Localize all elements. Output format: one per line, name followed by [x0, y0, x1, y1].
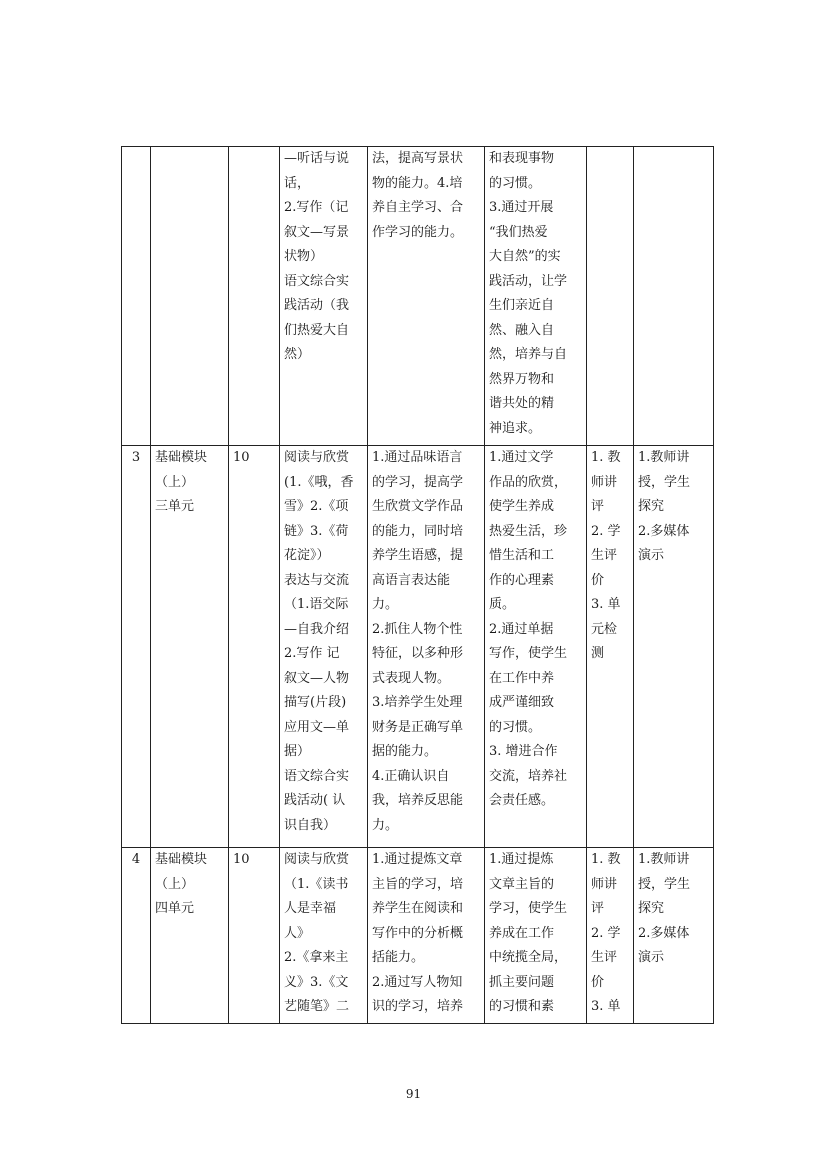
cell-line: 三单元: [155, 499, 195, 514]
cell-line: 识的学习，培养: [372, 999, 464, 1014]
assessment-cell: [587, 446, 634, 848]
cell-line: 养成在工作: [489, 925, 555, 941]
cell-line: 物的能力。4.培: [372, 175, 463, 191]
cell-line: 2.通过单据: [489, 621, 554, 637]
cell-line: 践活动( 认: [284, 793, 346, 808]
cell-line: 1.教师讲: [638, 852, 690, 867]
module-cell: [151, 446, 229, 848]
cell-line: 授，学生: [638, 474, 691, 490]
cell-line: —听话与说: [284, 151, 350, 166]
cell-line: 花淀》）: [284, 548, 330, 563]
cell-line: 我，培养反思能: [372, 793, 464, 808]
teaching-plan-table: [121, 146, 714, 1024]
goal-ability-cell: [368, 147, 485, 446]
cell-line: 养自主学习、合: [372, 200, 464, 215]
cell-line: 成严谨细致: [489, 695, 555, 710]
assessment-cell: [587, 147, 634, 446]
cell-line: 括能力。: [372, 950, 425, 965]
cell-line: 1.教师讲: [638, 450, 690, 465]
module-cell: [151, 147, 229, 446]
cell-line: 价: [591, 974, 605, 990]
cell-line: 测: [591, 646, 605, 661]
row-number: [122, 147, 151, 446]
cell-line: 交流，培养社: [489, 768, 568, 784]
cell-line: 元检: [591, 621, 618, 637]
goal-quality-cell: [485, 147, 587, 446]
cell-line: 热爱生活，珍: [489, 523, 568, 539]
cell-line: 基础模块: [155, 450, 208, 465]
cell-line: 的学习，提高学: [372, 474, 464, 490]
cell-line: 然界万物和: [489, 371, 555, 387]
cell-line: 的习惯和素: [489, 999, 555, 1014]
cell-line: 1. 教: [591, 852, 621, 867]
cell-line: 使学生养成: [489, 499, 555, 514]
cell-line: 谐共处的精: [489, 396, 555, 411]
row-number: 3: [122, 446, 151, 848]
cell-line: 四单元: [155, 901, 195, 916]
cell-line: 养学生语感，提: [372, 548, 464, 563]
cell-line: 3. 单: [591, 597, 621, 612]
cell-line: 然）: [284, 347, 311, 362]
cell-line: 演示: [638, 548, 665, 563]
cell-line: 叙文—写景: [284, 224, 350, 240]
cell-line: 2.写作（记: [284, 200, 349, 215]
cell-line: 的习惯。: [489, 175, 542, 191]
assessment-cell: [587, 848, 634, 1024]
cell-line: 写作中的分析概: [372, 925, 464, 941]
cell-line: 3.通过开展: [489, 200, 554, 215]
cell-line: 主旨的学习，培: [372, 876, 464, 892]
content-cell: [280, 147, 368, 446]
cell-line: 2.写作 记: [284, 646, 340, 661]
row-number: 4: [122, 848, 151, 1024]
cell-line: 2.多媒体: [638, 523, 690, 539]
cell-line: 高语言表达能: [372, 572, 451, 588]
cell-line: 1.通过文学: [489, 450, 554, 465]
cell-line: 师讲: [591, 474, 618, 490]
hours-cell: 10: [229, 848, 280, 1024]
goal-ability-cell: [368, 446, 485, 848]
cell-line: 基础模块: [155, 852, 208, 867]
hours-cell: [229, 147, 280, 446]
cell-line: 2. 学: [591, 925, 621, 941]
cell-line: 人》: [284, 925, 311, 941]
cell-line: 1.通过品味语言: [372, 450, 463, 465]
goal-quality-cell: [485, 848, 587, 1024]
cell-line: 会责任感。: [489, 793, 555, 808]
cell-line: 表达与交流: [284, 572, 350, 588]
cell-line: 话，: [284, 175, 311, 191]
cell-line: 然、融入自: [489, 322, 555, 338]
cell-line: 描写(片段): [284, 695, 347, 710]
cell-line: 据）: [284, 744, 311, 759]
cell-line: 践活动（我: [284, 298, 350, 313]
page-number: 91: [405, 1087, 422, 1101]
cell-line: 4.正确认识自: [372, 768, 450, 784]
cell-line: 2.《拿来主: [284, 950, 349, 965]
cell-line: 写作，使学生: [489, 646, 568, 661]
module-cell: [151, 848, 229, 1024]
cell-line: 人是幸福: [284, 901, 337, 916]
cell-line: 抓主要问题: [489, 974, 555, 990]
cell-line: 评: [591, 901, 605, 916]
cell-line: 授，学生: [638, 876, 691, 892]
hours-cell: 10: [229, 446, 280, 848]
cell-line: 在工作中养: [489, 670, 555, 686]
content-cell: [280, 848, 368, 1024]
cell-line: 演示: [638, 950, 665, 965]
cell-line: 叙文—人物: [284, 670, 350, 686]
cell-line: 生评: [591, 548, 618, 563]
cell-line: （上）: [155, 876, 195, 892]
goal-quality-cell: [485, 446, 587, 848]
cell-line: 的习惯。: [489, 719, 542, 735]
table-row: [122, 147, 714, 446]
cell-line: 惜生活和工: [489, 548, 555, 563]
cell-line: 生们亲近自: [489, 298, 555, 313]
table-row: [122, 446, 714, 848]
cell-line: 应用文—单: [284, 719, 350, 735]
cell-line: 语文综合实: [284, 768, 350, 784]
cell-line: 探究: [638, 901, 665, 916]
method-cell: [634, 147, 714, 446]
cell-line: 特征，以多种形: [372, 646, 464, 661]
cell-line: 义》3.《文: [284, 974, 349, 990]
cell-line: 的能力，同时培: [372, 523, 464, 539]
cell-line: 文章主旨的: [489, 876, 555, 892]
cell-line: 3.培养学生处理: [372, 695, 463, 710]
cell-line: （1.《读书: [284, 876, 349, 892]
cell-line: 2.多媒体: [638, 925, 690, 941]
cell-line: 作的心理素: [489, 572, 555, 588]
content-cell: [280, 446, 368, 848]
cell-line: 评: [591, 499, 605, 514]
cell-line: 艺随笔》二: [284, 999, 350, 1014]
goal-ability-cell: [368, 848, 485, 1024]
cell-line: 2. 学: [591, 523, 621, 539]
cell-line: 然，培养与自: [489, 347, 568, 362]
cell-line: “我们热爱: [489, 224, 548, 240]
cell-line: （上）: [155, 474, 195, 490]
cell-line: 质。: [489, 597, 516, 612]
cell-line: 阅读与欣赏: [284, 450, 350, 465]
cell-line: 践活动，让学: [489, 273, 568, 289]
cell-line: 识自我）: [284, 817, 337, 833]
cell-line: 3. 单: [591, 999, 621, 1014]
cell-line: —自我介绍: [284, 621, 350, 637]
cell-line: 探究: [638, 499, 665, 514]
cell-line: 3. 增进合作: [489, 744, 558, 759]
method-cell: [634, 446, 714, 848]
cell-line: 雪》2.《项: [284, 499, 349, 514]
cell-line: 师讲: [591, 876, 618, 892]
cell-line: 神追求。: [489, 420, 542, 436]
cell-line: 作品的欣赏，: [489, 474, 568, 490]
cell-line: 生欣赏文学作品: [372, 499, 464, 514]
cell-line: 2.通过写人物知: [372, 974, 463, 990]
cell-line: 中统揽全局，: [489, 950, 568, 965]
cell-line: 1.通过提炼: [489, 852, 554, 867]
cell-line: 语文综合实: [284, 273, 350, 289]
cell-line: (1.《哦，香: [284, 474, 354, 490]
cell-line: 法，提高写景状: [372, 151, 464, 166]
cell-line: 价: [591, 572, 605, 588]
method-cell: [634, 848, 714, 1024]
cell-line: 们热爱大自: [284, 322, 350, 338]
cell-line: 养学生在阅读和: [372, 901, 464, 916]
cell-line: 1. 教: [591, 450, 621, 465]
cell-line: 财务是正确写单: [372, 719, 464, 735]
cell-line: 大自然”的实: [489, 249, 561, 264]
cell-line: 状物）: [284, 249, 324, 264]
cell-line: 阅读与欣赏: [284, 852, 350, 867]
cell-line: 力。: [372, 817, 399, 833]
table-row: [122, 848, 714, 1024]
cell-line: 链》3.《荷: [284, 523, 349, 539]
cell-line: 据的能力。: [372, 744, 438, 759]
cell-line: 学习，使学生: [489, 901, 568, 916]
cell-line: 力。: [372, 597, 399, 612]
cell-line: 1.通过提炼文章: [372, 852, 463, 867]
cell-line: 生评: [591, 950, 618, 965]
cell-line: （1.语交际: [284, 597, 349, 612]
cell-line: 式表现人物。: [372, 670, 451, 686]
cell-line: 和表现事物: [489, 151, 555, 166]
cell-line: 作学习的能力。: [372, 224, 464, 240]
cell-line: 2.抓住人物个性: [372, 621, 463, 637]
